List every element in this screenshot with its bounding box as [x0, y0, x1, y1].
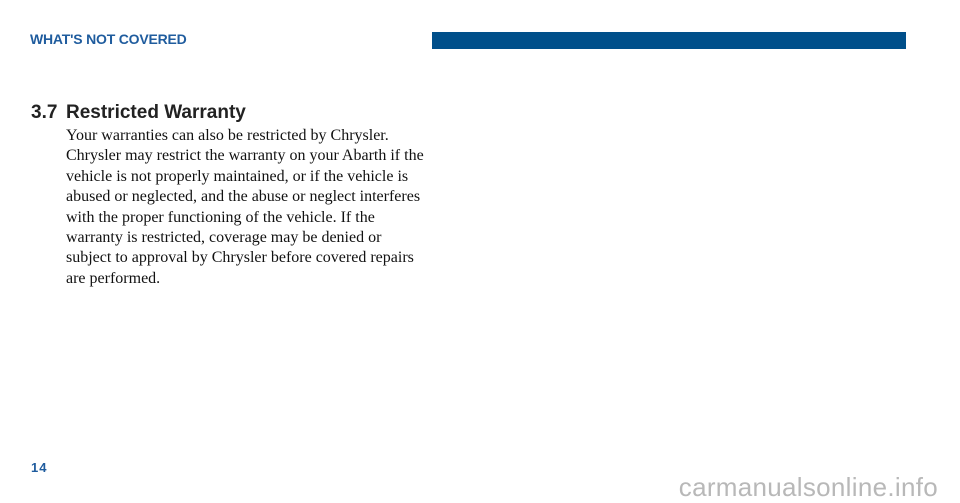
body-line: with the proper functioning of the vehicle. If the [66, 208, 375, 226]
body-line: are performed. [66, 269, 161, 287]
section-title: Restricted Warranty [66, 102, 246, 123]
page-number: 14 [31, 460, 48, 475]
body-line: vehicle is not properly maintained, or if the vehicle is [66, 167, 409, 185]
body-line: warranty is restricted, coverage may be denied or [66, 229, 382, 247]
body-line: Chrysler may restrict the warranty on your Abarth if the [66, 147, 424, 165]
header-bar [432, 32, 906, 49]
section-number: 3.7 [31, 102, 58, 123]
body-line: abused or neglected, and the abuse or neglect interferes [66, 188, 421, 206]
header-title: WHAT'S NOT COVERED [30, 31, 187, 47]
body-line: Your warranties can also be restricted by Chrysler. [66, 127, 389, 144]
watermark: carmanualsonline.info [678, 472, 938, 502]
section-body [66, 126, 461, 289]
body-line: subject to approval by Chrysler before covered repairs [66, 249, 414, 267]
